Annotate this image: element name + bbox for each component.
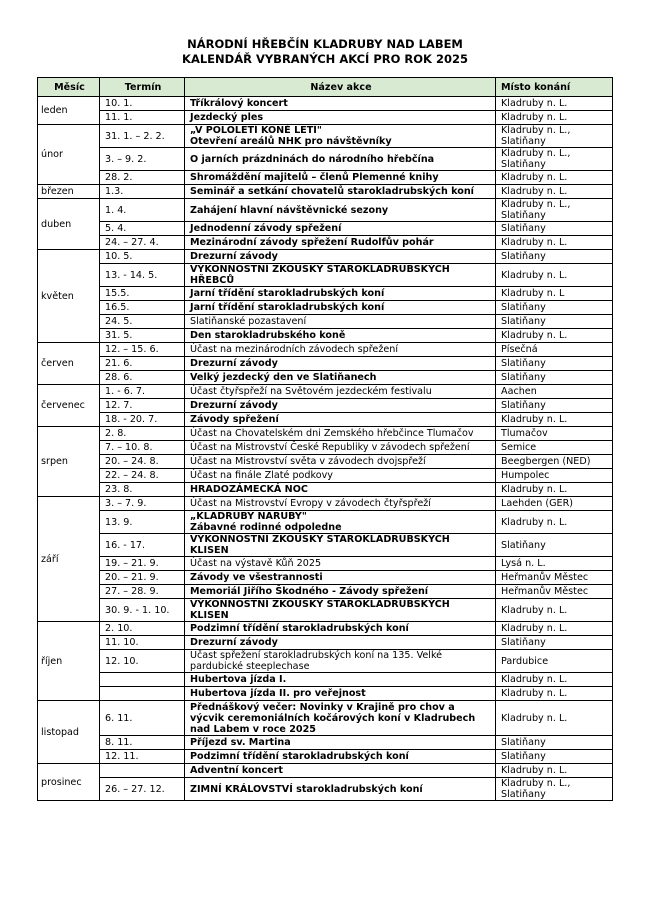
place-cell: Tlumačov	[496, 427, 613, 441]
place-cell: Humpolec	[496, 469, 613, 483]
event-cell: Mezinárodní závody spřežení Rudolfův pohár	[185, 236, 496, 250]
table-row	[38, 736, 613, 750]
month-cell: červen	[38, 343, 100, 385]
event-cell: Zahájení hlavní návštěvnické sezony	[185, 199, 496, 222]
month-cell: říjen	[38, 622, 100, 701]
header-event: Název akce	[185, 78, 496, 97]
event-cell: Účast na Mistrovství České Republiky v závodech spřežení	[185, 441, 496, 455]
place-cell: Aachen	[496, 385, 613, 399]
date-cell	[100, 687, 185, 701]
date-cell	[100, 764, 185, 778]
table-row	[38, 171, 613, 185]
place-cell: Slatiňany	[496, 750, 613, 764]
event-cell: „KLADRUBY NARUBY" Zábavné rodinné odpoledne	[185, 511, 496, 534]
date-cell: 7. – 10. 8.	[100, 441, 185, 455]
table-row	[38, 511, 613, 534]
place-cell: Slatiňany	[496, 636, 613, 650]
table-row	[38, 469, 613, 483]
date-cell: 28. 2.	[100, 171, 185, 185]
place-cell: Slatiňany	[496, 222, 613, 236]
table-header-row	[38, 78, 613, 97]
date-cell: 2. 8.	[100, 427, 185, 441]
table-row	[38, 701, 613, 736]
event-cell: Tříkrálový koncert	[185, 97, 496, 111]
event-cell: Adventní koncert	[185, 764, 496, 778]
date-cell: 24. 5.	[100, 315, 185, 329]
event-cell: Přednáškový večer: Novinky v Krajině pro chov a výcvik ceremoniálních kočárových koní v Kladrubech nad Labem v roce 2025	[185, 701, 496, 736]
event-cell: Den starokladrubského koně	[185, 329, 496, 343]
event-cell: Drezurní závody	[185, 250, 496, 264]
place-cell: Kladruby n. L.	[496, 111, 613, 125]
table-row	[38, 750, 613, 764]
date-cell: 27. – 28. 9.	[100, 585, 185, 599]
date-cell: 12. 7.	[100, 399, 185, 413]
date-cell	[100, 673, 185, 687]
table-row	[38, 534, 613, 557]
place-cell: Kladruby n. L., Slatiňany	[496, 199, 613, 222]
table-row	[38, 441, 613, 455]
table-row	[38, 125, 613, 148]
month-cell: září	[38, 497, 100, 622]
place-cell: Písečná	[496, 343, 613, 357]
event-cell: Drezurní závody	[185, 636, 496, 650]
event-cell: Shromáždění majitelů – členů Plemenné knihy	[185, 171, 496, 185]
place-cell: Kladruby n. L.	[496, 701, 613, 736]
event-cell: Drezurní závody	[185, 399, 496, 413]
table-row	[38, 571, 613, 585]
place-cell: Kladruby n. L.	[496, 673, 613, 687]
date-cell: 3. – 9. 2.	[100, 148, 185, 171]
event-cell: Účast na finále Zlaté podkovy	[185, 469, 496, 483]
date-cell: 3. – 7. 9.	[100, 497, 185, 511]
table-row	[38, 673, 613, 687]
date-cell: 26. – 27. 12.	[100, 778, 185, 801]
table-row	[38, 636, 613, 650]
place-cell: Slatiňany	[496, 301, 613, 315]
place-cell: Slatiňany	[496, 736, 613, 750]
place-cell: Kladruby n. L., Slatiňany	[496, 125, 613, 148]
date-cell: 31. 1. – 2. 2.	[100, 125, 185, 148]
date-cell: 19. – 21. 9.	[100, 557, 185, 571]
place-cell: Slatiňany	[496, 371, 613, 385]
place-cell: Kladruby n. L.	[496, 511, 613, 534]
place-cell: Kladruby n. L.	[496, 185, 613, 199]
header-place: Místo konání	[496, 78, 613, 97]
table-row	[38, 250, 613, 264]
table-row	[38, 148, 613, 171]
date-cell: 13. 9.	[100, 511, 185, 534]
table-row	[38, 97, 613, 111]
events-table	[37, 77, 613, 801]
date-cell: 1.3.	[100, 185, 185, 199]
event-cell: Slatiňanské pozastavení	[185, 315, 496, 329]
place-cell: Kladruby n. L.	[496, 483, 613, 497]
date-cell: 13. - 14. 5.	[100, 264, 185, 287]
table-row	[38, 455, 613, 469]
table-row	[38, 222, 613, 236]
table-row	[38, 622, 613, 636]
month-cell: listopad	[38, 701, 100, 764]
date-cell: 22. – 24. 8.	[100, 469, 185, 483]
event-cell: Účast na výstavě Kůň 2025	[185, 557, 496, 571]
place-cell: Kladruby n. L., Slatiňany	[496, 778, 613, 801]
month-cell: leden	[38, 97, 100, 125]
date-cell: 30. 9. - 1. 10.	[100, 599, 185, 622]
table-row	[38, 650, 613, 673]
table-row	[38, 483, 613, 497]
table-row	[38, 427, 613, 441]
place-cell: Slatiňany	[496, 250, 613, 264]
table-row	[38, 264, 613, 287]
table-row	[38, 111, 613, 125]
place-cell: Kladruby n. L.	[496, 264, 613, 287]
place-cell: Beegbergen (NED)	[496, 455, 613, 469]
place-cell: Kladruby n. L.	[496, 329, 613, 343]
table-row	[38, 357, 613, 371]
event-cell: Účast čtyřspřeží na Světovém jezdeckém festivalu	[185, 385, 496, 399]
event-cell: Drezurní závody	[185, 357, 496, 371]
event-cell: Závody spřežení	[185, 413, 496, 427]
date-cell: 1. - 6. 7.	[100, 385, 185, 399]
date-cell: 15.5.	[100, 287, 185, 301]
event-cell: Závody ve všestrannosti	[185, 571, 496, 585]
table-row	[38, 329, 613, 343]
place-cell: Slatiňany	[496, 315, 613, 329]
date-cell: 11. 10.	[100, 636, 185, 650]
table-row	[38, 343, 613, 357]
place-cell: Kladruby n. L., Slatiňany	[496, 148, 613, 171]
month-cell: červenec	[38, 385, 100, 427]
header-term: Termín	[100, 78, 185, 97]
events-body	[38, 97, 613, 801]
event-cell: Jezdecký ples	[185, 111, 496, 125]
event-cell: Seminář a setkání chovatelů starokladrubských koní	[185, 185, 496, 199]
date-cell: 12. – 15. 6.	[100, 343, 185, 357]
table-row	[38, 778, 613, 801]
place-cell: Slatiňany	[496, 357, 613, 371]
date-cell: 31. 5.	[100, 329, 185, 343]
event-cell: Podzimní třídění starokladrubských koní	[185, 622, 496, 636]
table-row	[38, 413, 613, 427]
place-cell: Kladruby n. L.	[496, 622, 613, 636]
event-cell: Jarní třídění starokladrubských koní	[185, 287, 496, 301]
place-cell: Kladruby n. L.	[496, 687, 613, 701]
date-cell: 6. 11.	[100, 701, 185, 736]
event-cell: Účast na Chovatelském dni Zemského hřebčince Tlumačov	[185, 427, 496, 441]
date-cell: 18. - 20. 7.	[100, 413, 185, 427]
event-cell: ZIMNÍ KRÁLOVSTVÍ starokladrubských koní	[185, 778, 496, 801]
date-cell: 23. 8.	[100, 483, 185, 497]
month-cell: květen	[38, 250, 100, 343]
place-cell: Kladruby n. L.	[496, 764, 613, 778]
month-cell: březen	[38, 185, 100, 199]
date-cell: 10. 5.	[100, 250, 185, 264]
event-cell: VÝKONNOSTNÍ ZKOUŠKY STAROKLADRUBSKÝCH KLISEN	[185, 599, 496, 622]
date-cell: 12. 10.	[100, 650, 185, 673]
table-row	[38, 385, 613, 399]
event-cell: „V POLOLETÍ KONĚ LETÍ" Otevření areálů NHK pro návštěvníky	[185, 125, 496, 148]
place-cell: Kladruby n. L.	[496, 413, 613, 427]
place-cell: Kladruby n. L	[496, 287, 613, 301]
date-cell: 1. 4.	[100, 199, 185, 222]
place-cell: Semice	[496, 441, 613, 455]
place-cell: Kladruby n. L.	[496, 97, 613, 111]
table-row	[38, 599, 613, 622]
table-row	[38, 497, 613, 511]
place-cell: Slatiňany	[496, 399, 613, 413]
date-cell: 20. – 21. 9.	[100, 571, 185, 585]
table-row	[38, 315, 613, 329]
event-cell: Podzimní třídění starokladrubských koní	[185, 750, 496, 764]
date-cell: 10. 1.	[100, 97, 185, 111]
place-cell: Slatiňany	[496, 534, 613, 557]
event-cell: VÝKONNOSTNÍ ZKOUŠKY STAROKLADRUBSKÝCH HŘEBCŮ	[185, 264, 496, 287]
month-cell: únor	[38, 125, 100, 185]
table-row	[38, 185, 613, 199]
date-cell: 5. 4.	[100, 222, 185, 236]
table-row	[38, 236, 613, 250]
date-cell: 12. 11.	[100, 750, 185, 764]
header-month: Měsíc	[38, 78, 100, 97]
event-cell: Hubertova jízda I.	[185, 673, 496, 687]
place-cell: Heřmanův Městec	[496, 571, 613, 585]
event-cell: Účast na Mistrovství světa v závodech dvojspřeží	[185, 455, 496, 469]
date-cell: 2. 10.	[100, 622, 185, 636]
document-title	[0, 37, 650, 67]
date-cell: 28. 6.	[100, 371, 185, 385]
place-cell: Kladruby n. L.	[496, 236, 613, 250]
table-row	[38, 301, 613, 315]
event-cell: Memoriál Jiřího Škodného - Závody spřežení	[185, 585, 496, 599]
event-cell: Účast na Mistrovství Evropy v závodech čtyřspřeží	[185, 497, 496, 511]
place-cell: Lysá n. L.	[496, 557, 613, 571]
title-line-2: KALENDÁŘ VYBRANÝCH AKCÍ PRO ROK 2025	[182, 52, 468, 66]
table-row	[38, 687, 613, 701]
table-row	[38, 199, 613, 222]
table-row	[38, 585, 613, 599]
place-cell: Kladruby n. L.	[496, 599, 613, 622]
event-cell: HRADOZÁMECKÁ NOC	[185, 483, 496, 497]
event-cell: Velký jezdecký den ve Slatiňanech	[185, 371, 496, 385]
title-line-1: NÁRODNÍ HŘEBČÍN KLADRUBY NAD LABEM	[187, 37, 463, 51]
date-cell: 20. – 24. 8.	[100, 455, 185, 469]
date-cell: 8. 11.	[100, 736, 185, 750]
place-cell: Heřmanův Městec	[496, 585, 613, 599]
month-cell: srpen	[38, 427, 100, 497]
month-cell: prosinec	[38, 764, 100, 801]
event-cell: Hubertova jízda II. pro veřejnost	[185, 687, 496, 701]
place-cell: Laehden (GER)	[496, 497, 613, 511]
month-cell: duben	[38, 199, 100, 250]
table-row	[38, 371, 613, 385]
table-row	[38, 287, 613, 301]
place-cell: Pardubice	[496, 650, 613, 673]
event-cell: Jarní třídění starokladrubských koní	[185, 301, 496, 315]
event-cell: Příjezd sv. Martina	[185, 736, 496, 750]
table-row	[38, 557, 613, 571]
place-cell: Kladruby n. L.	[496, 171, 613, 185]
table-row	[38, 764, 613, 778]
event-cell: Účast spřežení starokladrubských koní na 135. Velké pardubické steeplechase	[185, 650, 496, 673]
event-cell: VÝKONNOSTNÍ ZKOUŠKY STAROKLADRUBSKÝCH KLISEN	[185, 534, 496, 557]
date-cell: 16.5.	[100, 301, 185, 315]
date-cell: 24. – 27. 4.	[100, 236, 185, 250]
date-cell: 16. - 17.	[100, 534, 185, 557]
table-row	[38, 399, 613, 413]
event-cell: Účast na mezinárodních závodech spřežení	[185, 343, 496, 357]
date-cell: 11. 1.	[100, 111, 185, 125]
date-cell: 21. 6.	[100, 357, 185, 371]
event-cell: Jednodenní závody spřežení	[185, 222, 496, 236]
event-cell: O jarních prázdninách do národního hřebčína	[185, 148, 496, 171]
